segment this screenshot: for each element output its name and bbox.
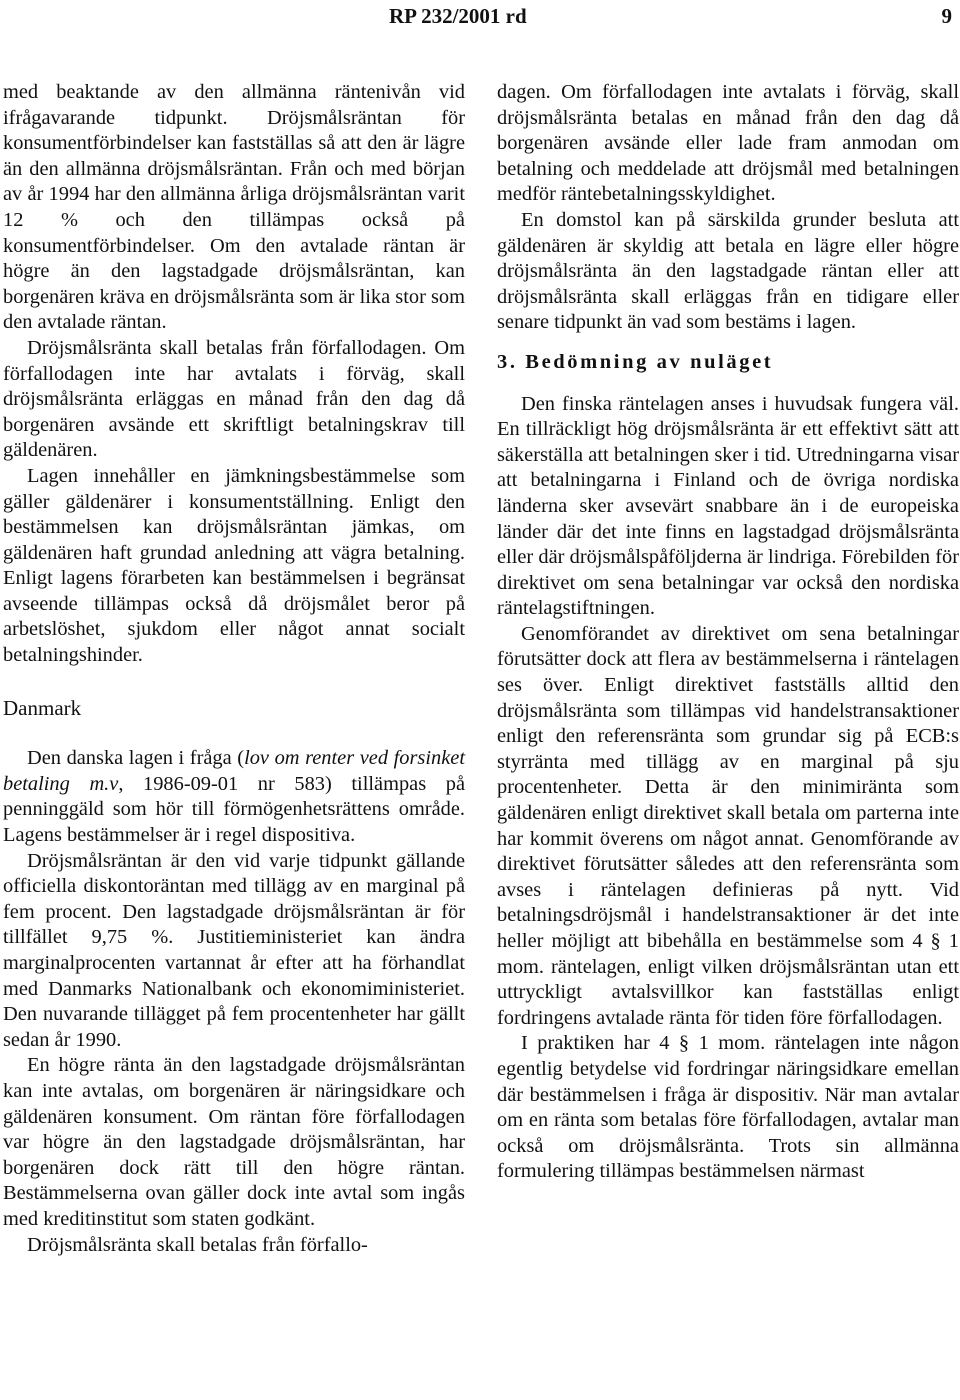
paragraph: Dröjsmålsränta skall betalas från förfallo-: [27, 1233, 368, 1256]
text-span: Den danska lagen i fråga (: [27, 747, 245, 770]
law-title-italic: lov om renter ved forsinket betaling m.v: [3, 747, 465, 795]
paragraph: med beaktande av den allmänna räntenivån vid ifrågavarande tidpunkt. Dröjsmålsräntan för konsumentförbindelser kan fastställas så att den är lägre än den allmänna dröjsmålsräntan. Från och med början av år 1994 har den allmänna årliga dröjsmålsräntan varit 12 % och den tillämpas också på konsumentförbindelser. Om den avtalade räntan är högre än den lagstadgade dröjsmålsräntan, kan borgenären kräva en dröjsmålsränta som är lika stor som den avtalade räntan.: [3, 81, 465, 334]
paragraph: Dröjsmålsräntan är den vid varje tidpunkt gällande officiella diskontoräntan med tillägg av en marginal på fem procent. Den lagstadgade dröjsmålsräntan är för tillfället 9,75 %. Justitieministeriet kan ändra marginalprocenten vartannat år efter att ha förhandlat med Danmarks Nationalbank och ekonomiministeriet. Den nuvarande tillägget på fem procentenheter har gällt sedan år 1990.: [3, 849, 465, 1051]
page-header: [0, 4, 960, 32]
paragraph: dagen. Om förfallodagen inte avtalats i förväg, skall dröjsmålsränta betalas en månad från den dag då borgenären avsände eller lade fram anmodan om betalning och meddelade att dröjsmål med betalningen medför räntebetalningsskyldighet.: [497, 81, 959, 206]
paragraph: I praktiken har 4 § 1 mom. räntelagen inte någon egentlig betydelse vid fordringar näringsidkare emellan där bestämmelsen i fråga är dispositiv. När man avtalar om en ränta som betalas före förfallodagen, avtalar man också om dröjsmålsränta. Trots sin allmänna formulering tillämpas bestämmelsen närmast: [497, 1032, 959, 1183]
paragraph: Lagen innehåller en jämkningsbestämmelse som gäller gäldenärer i konsumentställning. Enligt den bestämmelsen kan dröjsmålsräntan jämkas, om gäldenären haft grundad anledning att vägra betalning. Enligt lagens förarbeten kan bestämmelsen i begränsat avseende tillämpas också då dröjsmålet beror på arbetslöshet, sjukdom eller något annat socialt betalningshinder.: [3, 464, 465, 667]
paragraph: Den finska räntelagen anses i huvudsak fungera väl. En tillräckligt hög dröjsmålsränta är ett effektivt sätt att säkerställa att betalningen sker i tid. Utredningarna visar att betalningarna i Finland och de övriga nordiska länderna sker avsevärt snabbare än i de europeiska länder där det inte finns en lagstadgad dröjsmålsränta eller där dröjsmålspåföljderna är lindriga. Förebilden för direktivet om sena betalningar var också den nordiska räntelagstiftningen.: [497, 392, 959, 620]
page-number: 9: [941, 4, 952, 28]
paragraph: En domstol kan på särskilda grunder besluta att gäldenären är skyldig att betala en lägre eller högre dröjsmålsränta än den lagstadgade räntan eller att dröjsmålsränta skall erläggas från en tidigare eller senare tidpunkt än vad som bestäms i lagen.: [497, 208, 959, 334]
right-column: [497, 80, 959, 1185]
left-column: [3, 80, 465, 1258]
paragraph: Dröjsmålsränta skall betalas från förfallodagen. Om förfallodagen inte har avtalats i förväg, skall dröjsmålsränta erläggas en månad från den dag då borgenären avsände ett skriftligt betalningskrav till gäldenären.: [3, 336, 465, 462]
paragraph: En högre ränta än den lagstadgade dröjsmålsräntan kan inte avtalas, om borgenären är näringsidkare och gäldenären konsument. Om räntan före förfallodagen var högre än den lagstadgade dröjsmålsräntan, har borgenären dock rätt till den högre räntan. Bestämmelserna ovan gäller dock inte avtal som ingås med kreditinstitut som staten godkänt.: [3, 1054, 465, 1230]
section-heading-danmark: Danmark: [3, 695, 82, 720]
document-id: RP 232/2001 rd: [389, 4, 527, 28]
section-heading-bedomning: 3. Bedömning av nuläget: [497, 350, 774, 373]
paragraph: [3, 746, 465, 848]
text-span: , 1986-09-01 nr 583) tillämpas på penninggäld som hör till förmögenhetsrättens område. Lagens bestämmelser är i regel dispositiva.: [3, 772, 465, 847]
paragraph: Genomförandet av direktivet om sena betalningar förutsätter dock att flera av bestämmelserna i räntelagen ses över. Enligt direktivet fastställs alltid den dröjsmålsränta som tillämpas vid handelstransaktioner enligt den referensränta som grundar sig på ECB:s styrränta med tillägg av en marginal på sju procentenheter. Detta är den minimiränta som gäldenären enligt direktivet skall betala om parterna inte har kommit överens om något annat. Genomförande av direktivet förutsätter således att den referensränta som avses i räntelagen definieras på nytt. Vid betalningsdröjsmål i handelstransaktioner är det inte heller möjligt att bibehålla en bestämmelse som 4 § 1 mom. räntelagen, enligt vilken dröjsmålsräntan utan ett uttryckligt avtalsvillkor kan fastställas enligt fordringens avtalade ränta för tiden före förfallodagen.: [497, 622, 959, 1029]
